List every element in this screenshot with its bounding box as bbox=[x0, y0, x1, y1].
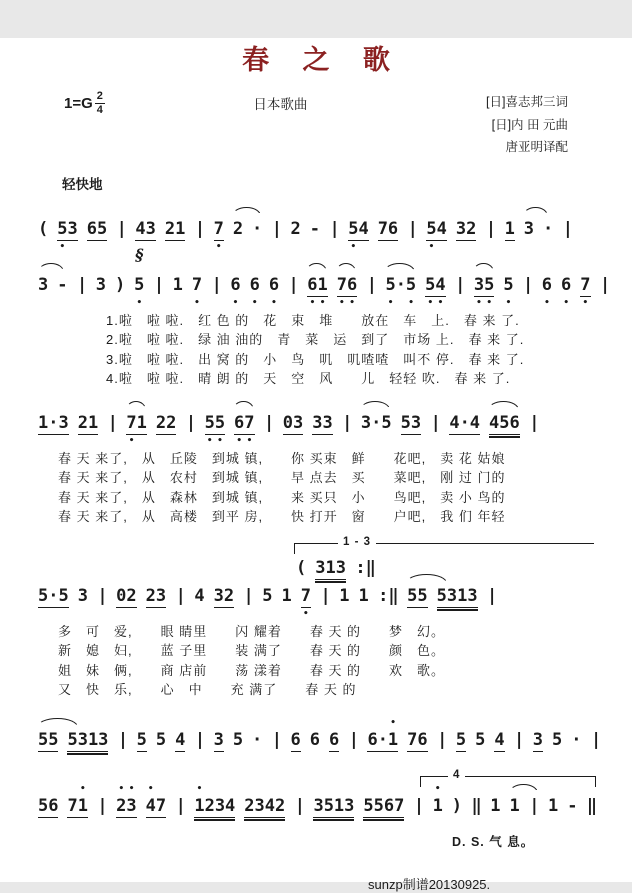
high-octave-dots: • bbox=[434, 783, 441, 794]
double-beam-line bbox=[313, 819, 354, 821]
lyric-row: 4.啦 啦 啦. 晴 朗 的 天 空 风 儿 轻轻 吹. 春 来 了. bbox=[106, 371, 511, 386]
note-token: 1 bbox=[547, 795, 559, 816]
low-octave-dots: • bbox=[271, 297, 277, 308]
slur-arc bbox=[232, 207, 261, 216]
low-octave-dots: • bbox=[303, 608, 309, 619]
double-beam-line bbox=[363, 819, 404, 821]
note-token: 7 6 bbox=[407, 729, 428, 750]
lyric-row: 姐 妹 俩, 商 店前 荡 漾着 春 天 的 欢 歌。 bbox=[58, 662, 446, 678]
note-token: 0 2 bbox=[116, 585, 137, 606]
note-token: 3 bbox=[213, 729, 224, 750]
double-beam-line bbox=[489, 436, 520, 438]
note-token: 5 3 bbox=[400, 412, 422, 433]
tempo-marking: 轻快地 bbox=[62, 176, 103, 192]
note-token: 4 5 6 bbox=[489, 413, 520, 435]
parenthesis: ) bbox=[451, 795, 463, 816]
barline: | bbox=[243, 585, 253, 606]
barline: | bbox=[116, 218, 126, 239]
note-token: 5 5 bbox=[38, 730, 58, 752]
note-token: 3 2 bbox=[213, 585, 235, 606]
note-token: 5 3 • bbox=[57, 218, 78, 252]
note-token: - bbox=[567, 795, 578, 816]
barline: | bbox=[175, 795, 185, 816]
note-token: 3 bbox=[38, 275, 48, 297]
note-token: 2 3 • • bbox=[116, 783, 137, 816]
barline: | bbox=[430, 412, 440, 433]
high-octave-dots: • bbox=[390, 717, 396, 728]
note-token: 5 5 6 7 bbox=[363, 796, 404, 818]
barline: | bbox=[117, 729, 128, 750]
note-token: 6 • bbox=[541, 274, 553, 308]
note-token: 4 · 4 bbox=[449, 412, 481, 433]
note-token: 5 bbox=[155, 729, 167, 750]
slur-arc bbox=[233, 401, 253, 410]
note-token: 6 1 • • bbox=[307, 275, 327, 297]
note-token: 3 3 bbox=[312, 412, 333, 433]
note-token: 3 2 bbox=[455, 218, 477, 239]
note-token: 3 1 3 bbox=[315, 558, 346, 580]
note-token: 6 bbox=[309, 729, 320, 750]
music-line-2 bbox=[38, 244, 632, 308]
note-token: 1 bbox=[281, 585, 292, 606]
note-token: 4 3 bbox=[135, 218, 156, 239]
lyric-row: 春 天 来了, 从 农村 到城 镇, 早 点去 买 菜吧, 刚 过 门的 bbox=[58, 470, 506, 485]
final-barline: ‖ bbox=[471, 795, 481, 816]
page-title: 春 之 歌 bbox=[242, 45, 402, 76]
barline: | bbox=[487, 585, 497, 606]
lyrics-verses-2 bbox=[58, 449, 632, 527]
barline: | bbox=[514, 729, 524, 750]
lyric-row: 1.啦 啦 啦. 红 色 的 花 束 堆 放在 车 上. 春 来 了. bbox=[106, 312, 520, 328]
credit-translator: 唐亚明译配 bbox=[505, 140, 568, 154]
note-token: 3 5 • • bbox=[474, 275, 494, 297]
sheet-music-page bbox=[0, 38, 632, 892]
note-token: 1 bbox=[172, 274, 183, 295]
barline: | bbox=[529, 412, 539, 433]
volta-left-tick bbox=[294, 543, 295, 554]
slur-arc bbox=[473, 263, 493, 272]
volta-label: 1 - 3 bbox=[338, 536, 376, 548]
barline: | bbox=[320, 585, 330, 606]
note-token: 2 1 bbox=[164, 218, 186, 239]
note-token: 6 • bbox=[561, 274, 572, 308]
note-token: 7 6 • • bbox=[337, 275, 357, 297]
note-token: 1 bbox=[339, 585, 350, 606]
note-token: 2 2 bbox=[155, 412, 177, 433]
volta-bracket-1-3 bbox=[294, 535, 594, 555]
note-token: 0 3 bbox=[282, 412, 304, 433]
footer-credit: sunzp制谱20130925. bbox=[368, 876, 491, 892]
barline: | bbox=[271, 729, 282, 750]
note-token: 6 bbox=[328, 729, 340, 750]
barline: | bbox=[529, 795, 539, 816]
segno-icon: § bbox=[135, 244, 144, 264]
double-beam-line bbox=[437, 609, 478, 611]
note-token: 7 • bbox=[191, 274, 203, 308]
note-token: 5 3 1 3 bbox=[437, 586, 478, 608]
note-token: - bbox=[57, 274, 68, 295]
note-token: 6 bbox=[290, 729, 301, 750]
barline: | bbox=[97, 795, 107, 816]
meta-row bbox=[64, 91, 568, 159]
note-token: 5 3 1 3 bbox=[67, 730, 108, 752]
barline: | bbox=[294, 795, 304, 816]
lyric-row: 2.啦 啦 啦. 绿 油 油的 青 菜 运 到了 市场 上. 春 来 了. bbox=[106, 332, 525, 347]
low-octave-dots: • bbox=[350, 241, 357, 252]
note-token: 3 · 5 bbox=[361, 413, 392, 435]
double-beam-line bbox=[244, 819, 285, 821]
time-bottom: 4 bbox=[96, 104, 103, 117]
lyrics-verses-3 bbox=[58, 622, 632, 700]
lyric-row: 春 天 来了, 从 高楼 到平 房, 快 打开 窗 户吧, 我 们 年轻 bbox=[58, 509, 506, 524]
repeat-barline: : ‖ bbox=[378, 585, 398, 606]
key-value: 1=G bbox=[64, 95, 93, 113]
volta-label: 4 bbox=[448, 769, 465, 781]
high-octave-dots: • bbox=[148, 783, 154, 794]
note-token: 3 bbox=[524, 219, 534, 241]
note-token: 4 bbox=[494, 729, 505, 750]
note-token: 6 • bbox=[249, 274, 260, 308]
low-octave-dots: • • bbox=[387, 297, 414, 308]
note-token: 1 · 3 bbox=[38, 412, 69, 433]
slur-arc bbox=[360, 401, 391, 410]
note-token: 6 5 bbox=[86, 218, 108, 239]
slur-arc bbox=[37, 718, 78, 727]
volta-left-tick bbox=[420, 776, 421, 787]
barline: | bbox=[366, 274, 376, 295]
high-octave-dots: • bbox=[80, 783, 86, 794]
note-token: · bbox=[571, 729, 582, 750]
key-signature bbox=[64, 91, 105, 116]
note-token: 5 · 5 • • bbox=[385, 275, 416, 297]
credit-lyricist: [日]喜志邦三词 bbox=[486, 95, 568, 109]
barline: | bbox=[562, 218, 572, 239]
note-token: 5 bbox=[475, 729, 486, 750]
lyric-row: 新 媳 妇, 蓝 子里 装 满了 春 天 的 颜 色。 bbox=[58, 643, 446, 658]
note-token: 7 • bbox=[213, 218, 224, 252]
repeat-barline: : ‖ bbox=[355, 557, 375, 578]
note-token: 5 6 bbox=[38, 795, 59, 816]
note-token: 5 5 bbox=[407, 586, 427, 608]
barline: | bbox=[485, 218, 496, 239]
slur-arc bbox=[384, 263, 415, 272]
high-octave-dots: • • bbox=[118, 783, 135, 794]
time-top: 2 bbox=[96, 90, 103, 102]
low-octave-dots: • bbox=[128, 435, 135, 446]
note-token: · bbox=[252, 218, 263, 239]
note-token: 5 bbox=[552, 729, 563, 750]
lyric-row: 春 天 来了, 从 森林 到城 镇, 来 买只 小 鸟吧, 卖 小 鸟的 bbox=[58, 489, 506, 505]
note-token: 2 bbox=[233, 219, 243, 241]
barline: | bbox=[329, 218, 339, 239]
high-octave-dots: • bbox=[196, 783, 203, 794]
note-token: 5 • bbox=[503, 274, 514, 308]
note-token: 5 4 • bbox=[348, 218, 369, 252]
music-line-3 bbox=[38, 412, 632, 446]
note-token: 4 bbox=[194, 585, 205, 606]
low-octave-dots: • bbox=[505, 297, 512, 308]
note-token: 1 bbox=[510, 796, 520, 818]
note-token: 2 3 4 2 bbox=[244, 796, 285, 818]
low-octave-dots: • bbox=[544, 297, 550, 308]
barline: | bbox=[523, 274, 533, 295]
barline: | bbox=[264, 412, 274, 433]
barline: | bbox=[455, 274, 465, 295]
note-token: 5 5 • • bbox=[204, 412, 226, 446]
genre-label: 日本歌曲 bbox=[253, 97, 308, 112]
barline: | bbox=[271, 218, 282, 239]
barline: | bbox=[97, 585, 107, 606]
volta-line bbox=[420, 776, 596, 777]
low-octave-dots: • bbox=[251, 297, 258, 308]
note-token: 2 3 bbox=[145, 585, 167, 606]
credit-composer: [日]内 田 元曲 bbox=[491, 117, 568, 132]
low-octave-dots: • • bbox=[309, 297, 326, 308]
note-token: 1 2 3 4 • bbox=[194, 796, 235, 818]
note-token: 2 bbox=[290, 218, 301, 239]
note-token: 3 bbox=[77, 585, 88, 606]
slur-arc bbox=[38, 263, 65, 272]
note-token: · bbox=[543, 218, 554, 239]
note-token: 5 4 • bbox=[426, 218, 447, 252]
note-token: 5 4 • • bbox=[425, 274, 446, 308]
note-token: 2 1 bbox=[77, 412, 99, 433]
slur-arc bbox=[336, 263, 356, 272]
music-line-7 bbox=[38, 783, 632, 818]
barline: | bbox=[107, 412, 117, 433]
parenthesis: ( bbox=[296, 557, 307, 578]
note-token: 7 • bbox=[300, 585, 311, 619]
low-octave-dots: • • bbox=[206, 435, 223, 446]
music-line-6 bbox=[38, 717, 632, 752]
barline: | bbox=[185, 412, 196, 433]
note-token: 5 bbox=[262, 585, 273, 606]
barline: | bbox=[413, 795, 424, 816]
lyric-row: 多 可 爱, 眼 睛里 闪 耀着 春 天 的 梦 幻。 bbox=[58, 623, 446, 639]
low-octave-dots: • bbox=[428, 241, 435, 252]
note-token: 6 • bbox=[230, 274, 241, 308]
note-token: 1 bbox=[490, 795, 501, 816]
final-barline: ‖ bbox=[586, 795, 597, 816]
note-token: 7 1 • bbox=[126, 413, 146, 435]
note-token: 3 bbox=[532, 729, 544, 750]
note-token: 1 • bbox=[432, 783, 443, 816]
note-token: 5 bbox=[455, 729, 467, 750]
low-octave-dots: • bbox=[194, 297, 200, 308]
barline: | bbox=[288, 274, 298, 295]
lyric-row: 3.啦 啦 啦. 出 窝 的 小 鸟 叽 叽喳喳 叫不 停. 春 来 了. bbox=[106, 351, 525, 367]
slur-arc bbox=[488, 401, 519, 410]
barline: | bbox=[194, 729, 205, 750]
note-token: 5 · 5 bbox=[38, 585, 69, 606]
slur-arc bbox=[126, 401, 146, 410]
note-token: 7 6 bbox=[377, 218, 399, 239]
note-token: 5 bbox=[232, 729, 244, 750]
lyrics-verses-1 bbox=[106, 311, 632, 389]
lyric-row: 春 天 来了, 从 丘陵 到城 镇, 你 买束 鲜 花吧, 卖 花 姑娘 bbox=[58, 450, 506, 466]
lyric-row: 又 快 乐, 心 中 充 满了 春 天 的 bbox=[58, 682, 357, 697]
slur-arc bbox=[523, 207, 548, 216]
barline: | bbox=[437, 729, 447, 750]
barline: | bbox=[153, 274, 164, 295]
first-ending bbox=[294, 535, 594, 580]
volta-right-tick bbox=[595, 776, 596, 787]
low-octave-dots: • • bbox=[236, 435, 253, 446]
music-line-1 bbox=[38, 218, 632, 252]
note-token: 6 • bbox=[268, 274, 280, 308]
barline: | bbox=[211, 274, 221, 295]
low-octave-dots: • • bbox=[339, 297, 355, 308]
credits bbox=[486, 91, 568, 159]
low-octave-dots: • bbox=[136, 297, 142, 308]
barline: | bbox=[407, 218, 417, 239]
low-octave-dots: • bbox=[215, 241, 222, 252]
fourth-ending bbox=[420, 768, 596, 788]
barline: | bbox=[590, 729, 601, 750]
parenthesis: ) bbox=[114, 274, 126, 295]
low-octave-dots: • bbox=[582, 297, 589, 308]
double-beam-line bbox=[315, 581, 346, 583]
note-token: 6 · 1 • bbox=[367, 717, 399, 750]
low-octave-dots: • bbox=[59, 241, 66, 252]
note-token: 3 bbox=[95, 274, 106, 295]
double-beam-line bbox=[67, 753, 108, 755]
low-octave-dots: • • bbox=[476, 297, 492, 308]
parenthesis: ( bbox=[38, 218, 49, 239]
note-token: 3 5 1 3 bbox=[313, 796, 354, 818]
note-token: 1 bbox=[358, 585, 369, 606]
low-octave-dots: • bbox=[563, 297, 569, 308]
dal-segno-marking: D. S. 气 息。 bbox=[452, 834, 535, 849]
double-beam-line bbox=[194, 819, 235, 821]
note-token: 7 • bbox=[580, 274, 591, 308]
time-signature bbox=[95, 91, 105, 116]
barline: | bbox=[599, 274, 610, 295]
note-token: - bbox=[309, 218, 320, 239]
note-token: 4 bbox=[175, 729, 186, 750]
low-octave-dots: • bbox=[232, 297, 239, 308]
barline: | bbox=[194, 218, 205, 239]
note-token: 5 bbox=[136, 729, 147, 750]
music-line-5 bbox=[38, 585, 632, 619]
barline: | bbox=[348, 729, 358, 750]
note-token: 7 1 • bbox=[67, 783, 88, 816]
slur-arc bbox=[306, 263, 326, 272]
low-octave-dots: • • bbox=[427, 297, 444, 308]
barline: | bbox=[76, 274, 87, 295]
pickup-measure bbox=[296, 558, 594, 580]
barline: | bbox=[342, 412, 352, 433]
note-token: 4 7 • bbox=[145, 783, 167, 816]
note-token: 5 • § bbox=[134, 244, 145, 308]
note-token: 6 7 • • bbox=[234, 413, 254, 435]
volta-bracket-4 bbox=[420, 768, 596, 788]
barline: | bbox=[175, 585, 185, 606]
note-token: 1 bbox=[504, 218, 515, 239]
note-token: · bbox=[252, 729, 263, 750]
